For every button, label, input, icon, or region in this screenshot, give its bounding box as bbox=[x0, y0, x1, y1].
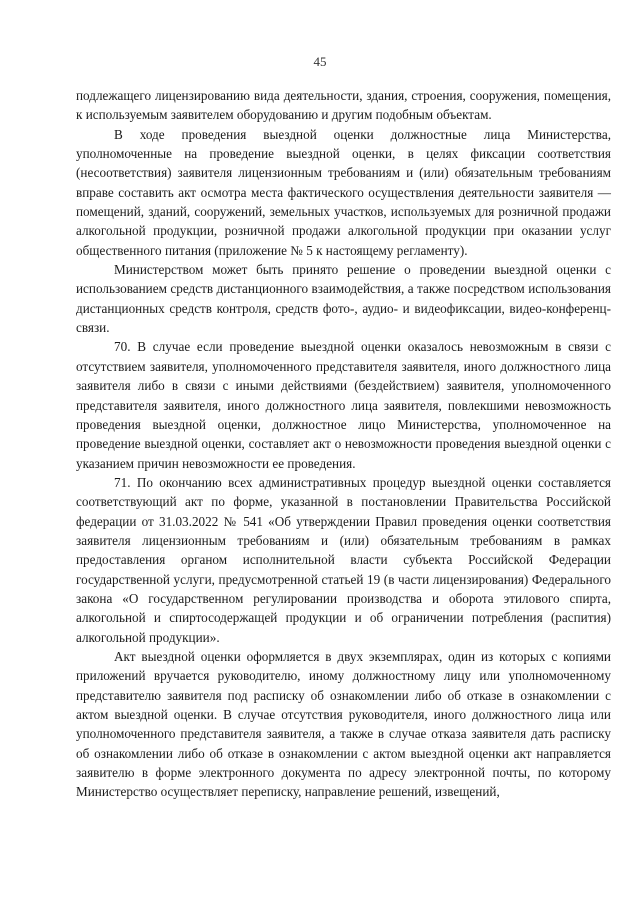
page-number: 45 bbox=[313, 54, 327, 69]
paragraph-inspection-act: В ходе проведения выездной оценки должностные лица Министерства, уполномоченные на проведение выездной оценки, в целях фиксации соответствия (несоответствия) заявителя лицензионным требованиям и (или) обязательным требованиям вправе составить акт осмотра места фактического осуществления деятельности заявителя — помещений, зданий, сооружений, земельных участков, используемых для розничной продажи алкогольной продукции, розничной продажи алкогольной продукции при оказании услуг общественного питания (приложение № 5 к настоящему регламенту). bbox=[76, 126, 611, 258]
paragraph-remote-assessment: Министерством может быть принято решение о проведении выездной оценки с использованием средств дистанционного взаимодействия, а также посредством использования дистанционных средств контроля, средств фото-, аудио- и видеофиксации, видео-конференц-связи. bbox=[76, 262, 611, 336]
paragraph-act-copies: Акт выездной оценки оформляется в двух экземплярах, один из которых с копиями приложений вручается руководителю, иному должностному лицу или уполномоченному представителю заявителя под расписку об ознакомлении либо об отказе в ознакомлении с актом выездной оценки. В случае отсутствия руководителя, иного должностного лица или уполномоченного представителя заявителя, а также в случае отказа заявителя дать расписку об ознакомлении либо об отказе в ознакомлении с актом выездной оценки акт направляется заявителю в форме электронного документа по адресу электронной почты, по которому Министерство осуществляет переписку, направление решений, извещений, bbox=[76, 648, 611, 800]
paragraph-item-70: 70. В случае если проведение выездной оценки оказалось невозможным в связи с отсутствием заявителя, уполномоченного представителя заявителя, иного должностного лица заявителя либо в связи с иными действиями (бездействием) заявителя, уполномоченного представителя заявителя, иного должностного лица заявителя, повлекшими невозможность проведения выездной оценки, должностное лицо Министерства, уполномоченное на проведение выездной оценки, составляет акт о невозможности проведения выездной оценки с указанием причин невозможности ее проведения. bbox=[76, 339, 611, 471]
paragraph-item-71: 71. По окончанию всех административных процедур выездной оценки составляется соответствующий акт по форме, указанной в постановлении Правительства Российской федерации от 31.03.2022 № 541 «Об утверждении Правил проведения оценки соответствия заявителя лицензионным требованиям и (или) обязательным требованиям в рамках предоставления органом исполнительной власти субъекта Российской Федерации государственной услуги, предусмотренной статьей 19 (в части лицензирования) Федерального закона «О государственном регулировании производства и оборота этилового спирта, алкогольной и спиртосодержащей продукции и об ограничении потребления (распития) алкогольной продукции». bbox=[76, 474, 611, 645]
document-body bbox=[76, 86, 611, 802]
paragraph-continuation: подлежащего лицензированию вида деятельности, здания, строения, сооружения, помещения, к используемым заявителем оборудованию и другим подобным объектам. bbox=[76, 88, 611, 123]
